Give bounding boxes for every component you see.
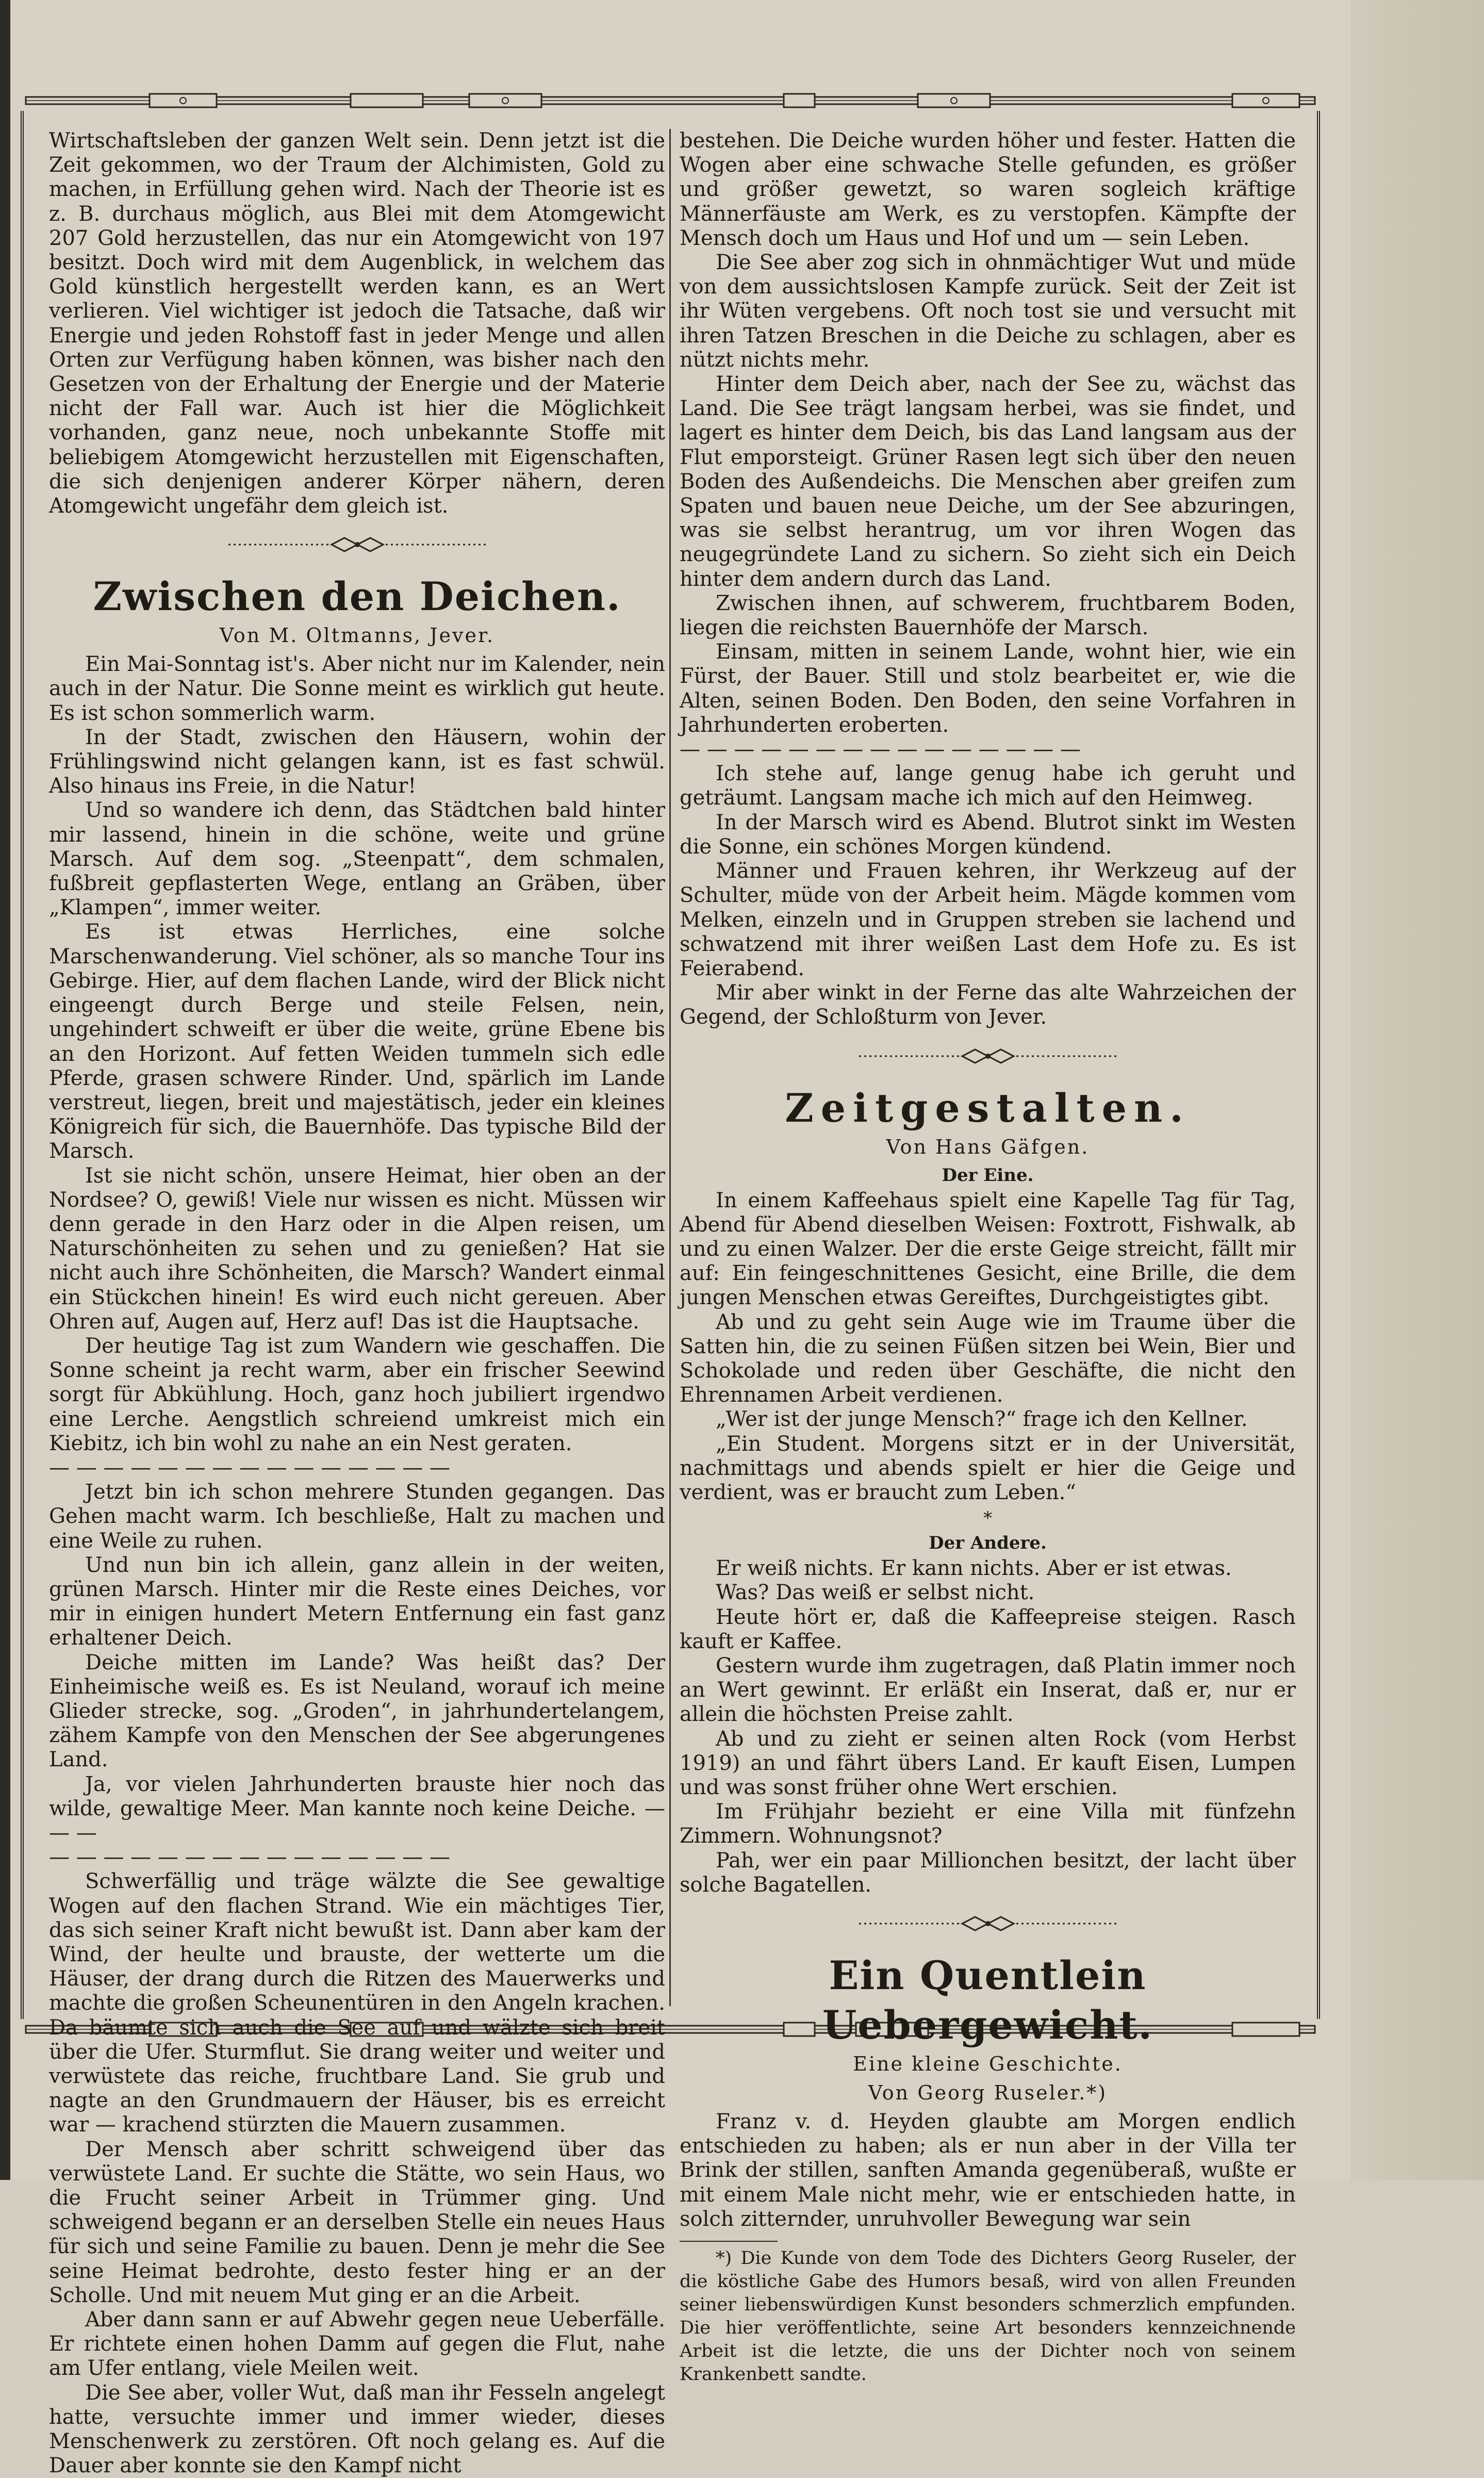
intro-paragraph: Wirtschaftsleben der ganzen Welt sein. Denn jetzt ist die Zeit gekommen, wo der Traum der Alchimisten, Gold zu machen, in Erfüllung gehen wird. Nach der Theorie ist es z. B. durchaus möglich, aus Blei mit dem Atomgewicht 207 Gold herzustellen, das nur ein Atomgewicht von 197 besitzt. Doch wird mit dem Augenblick, in welchem das Gold künstlich hergestellt werden kann, es an Wert verlieren. Viel wichtiger ist jedoch die Tatsache, daß wir Energie und jeden Rohstoff fast in jeder Menge und allen Orten zur Verfügung haben können, was bisher nach den Gesetzen von der Erhaltung der Energie und der Materie nicht der Fall war. Auch ist hier die Möglichkeit vorhanden, ganz neue, noch unbekannte Stoffe mit beliebigem Atomgewicht herzustellen mit Eigenschaften, die sich denjenigen anderer Körper nähern, deren Atomgewicht ungefähr dem gleich ist. <box>49 129 665 518</box>
right-column <box>680 129 1296 2385</box>
article-paragraph: Männer und Frauen kehren, ihr Werkzeug auf der Schulter, müde von der Arbeit heim. Mägde kommen vom Melken, einzeln und in Gruppen streben sie lachend und schwatzend mit ihrer weißen Last dem Hofe zu. Es ist Feierabend. <box>680 859 1296 980</box>
article-paragraph: Aber dann sann er auf Abwehr gegen neue Ueberfälle. Er richtete einen hohen Damm auf gegen die Flut, nahe am Ufer entlang, viele Meilen weit. <box>49 2308 665 2381</box>
article-paragraph: Ja, vor vielen Jahrhunderten brauste hier noch das wilde, gewaltige Meer. Man kannte noch keine Deiche. — — — <box>49 1772 665 1845</box>
article-paragraph: Pah, wer ein paar Millionchen besitzt, der lacht über solche Bagatellen. <box>680 1848 1296 1897</box>
left-column <box>49 129 665 2478</box>
article-paragraph: Ein Mai-Sonntag ist's. Aber nicht nur im Kalender, nein auch in der Natur. Die Sonne meint es wirklich gut heute. Es ist schon sommerlich warm. <box>49 652 665 725</box>
section-subheading: Der Eine. <box>942 1164 1034 1186</box>
article-paragraph: Franz v. d. Heyden glaubte am Morgen endlich entschieden zu haben; als er nun aber in der Villa ter Brink der stillen, sanften Amanda gegenüberaß, wußte er mit einem Male nicht mehr, wie er entschieden hatte, in solch zitternder, unruhvoller Bewegung war sein <box>680 2110 1296 2231</box>
article-paragraph: Im Frühjahr bezieht er eine Villa mit fünfzehn Zimmern. Wohnungsnot? <box>680 1800 1296 1848</box>
article-paragraph: Zwischen ihnen, auf schwerem, fruchtbarem Boden, liegen die reichsten Bauernhöfe der Marsch. <box>680 591 1296 640</box>
article-byline: Von Hans Gäfgen. <box>886 1135 1090 1158</box>
footnote-text: *) Die Kunde von dem Tode des Dichters Georg Ruseler, der die köstliche Gabe des Humors besaß, wird von allen Freunden seiner liebenswürdigen Kunst besonders schmerzlich empfunden. Die hier veröffentlichte, seine Art besonders kennzeichnende Arbeit ist die letzte, die uns der Dichter noch von seinem Krankenbett sandte. <box>680 2248 1296 2385</box>
article-paragraph: Die See aber, voller Wut, daß man ihr Fesseln angelegt hatte, versuchte immer und immer wieder, dieses Menschenwerk zu zerstören. Oft noch gelang es. Auf die Dauer aber konnte sie den Kampf nicht <box>49 2381 665 2478</box>
article-paragraph: Und nun bin ich allein, ganz allein in der weiten, grünen Marsch. Hinter mir die Reste eines Deiches, vor mir in einigen hundert Metern Entfernung ein fast ganz erhaltener Deich. <box>49 1553 665 1650</box>
article-paragraph: Ab und zu zieht er seinen alten Rock (vom Herbst 1919) an und fährt übers Land. Er kauft Eisen, Lumpen und was sonst früher ohne Wert erschien. <box>680 1727 1296 1799</box>
footnote-rule <box>680 2241 778 2242</box>
article-paragraph: Es ist etwas Herrliches, eine solche Marschenwanderung. Viel schöner, als so manche Tour ins Gebirge. Hier, auf dem flachen Lande, wird der Blick nicht eingeengt durch Berge und steile Felsen, nein, ungehindert schweift er über die weite, grüne Ebene bis an den Horizont. Auf fetten Weiden tummeln sich edle Pferde, grasen schwere Rinder. Und, spärlich im Lande verstreut, liegen, breit und majestätisch, jeder ein kleines Königreich für sich, die Bauernhöfe. Das typische Bild der Marsch. <box>49 920 665 1163</box>
article-paragraph: Der heutige Tag ist zum Wandern wie geschaffen. Die Sonne scheint ja recht warm, aber ein frischer Seewind sorgt für Abkühlung. Hoch, ganz hoch jubiliert irgendwo eine Lerche. Aengstlich schreiend umkreist mich ein Kiebitz, ich bin wohl zu nahe an ein Nest geraten. <box>49 1334 665 1455</box>
column-divider <box>669 129 671 2006</box>
article-byline: Von Georg Ruseler.*) <box>868 2081 1108 2104</box>
article-paragraph: Die See aber zog sich in ohnmächtiger Wut und müde von dem aussichtslosen Kampfe zurück. Seit der Zeit ist ihr Wüten vergebens. Oft noch tost sie und versucht mit ihren Tatzen Breschen in die Deiche zu schlagen, aber es nützt nichts mehr. <box>680 251 1296 372</box>
article-paragraph: In der Marsch wird es Abend. Blutrot sinkt im Westen die Sonne, ein schönes Morgen kündend. <box>680 810 1296 859</box>
binding-gutter <box>0 0 10 2180</box>
article-paragraph: Heute hört er, daß die Kaffeepreise steigen. Rasch kauft er Kaffee. <box>680 1605 1296 1653</box>
dash-separator: — — — — — — — — — — — — — — — <box>49 1845 451 1869</box>
dash-separator: — — — — — — — — — — — — — — — <box>49 1455 451 1480</box>
section-subheading: Der Andere. <box>929 1533 1047 1554</box>
article-paragraph: Was? Das weiß er selbst nicht. <box>716 1581 1035 1605</box>
section-ornament <box>680 1043 1296 1069</box>
article-paragraph: Hinter dem Deich aber, nach der See zu, wächst das Land. Die See trägt langsam herbei, was sie findet, und lagert es hinter dem Deich, bis das Land langsam aus der Flut emporsteigt. Grüner Rasen legt sich über den neuen Boden des Außendeichs. Die Menschen aber greifen zum Spaten und bauen neue Deiche, um der See abzuringen, was sie selbst herantrug, um vor ihren Wogen das neugegründete Land zu sichern. So zieht sich ein Deich hinter dem andern durch das Land. <box>680 372 1296 591</box>
article-paragraph: Mir aber winkt in der Ferne das alte Wahrzeichen der Gegend, der Schloßturm von Jever. <box>680 981 1296 1029</box>
article-paragraph: In einem Kaffeehaus spielt eine Kapelle Tag für Tag, Abend für Abend dieselben Weisen: Foxtrott, Fishwalk, ab und zu einen Walzer. Der die erste Geige streicht, fällt mir auf: Ein feingeschnittenes Gesicht, eine Brille, die dem jungen Menschen etwas Gereiftes, Durchgeistigtes gibt. <box>680 1188 1296 1310</box>
article-paragraph: Der Mensch aber schritt schweigend über das verwüstete Land. Er suchte die Stätte, wo sein Haus, wo die Frucht seiner Arbeit in Trümmer ging. Und schweigend begann er an derselben Stelle ein neues Haus für sich und seine Familie zu bauen. Denn je mehr die See seine Heimat bedrohte, desto fester hing er an der Scholle. Und mit neuem Mut ging er an die Arbeit. <box>49 2137 665 2307</box>
section-ornament <box>49 532 665 557</box>
article-paragraph: Und so wandere ich denn, das Städtchen bald hinter mir lassend, hinein in die schöne, weite und grüne Marsch. Auf dem sog. „Steenpatt“, dem schmalen, fußbreit gepflasterten Wege, entlang an Gräben, über „Klampen“, immer weiter. <box>49 798 665 920</box>
article-paragraph: „Ein Student. Morgens sitzt er in der Universität, nachmittags und abends spielt er hier die Geige und verdient, was er braucht zum Leben.“ <box>680 1432 1296 1504</box>
dash-separator: — — — — — — — — — — — — — — — <box>680 737 1081 762</box>
footnote <box>680 2247 1296 2386</box>
section-star: * <box>983 1508 992 1529</box>
article-paragraph: Einsam, mitten in seinem Lande, wohnt hier, wie ein Fürst, der Bauer. Still und stolz bearbeitet er, wie die Alten, seinen Boden. Den Boden, den seine Vorfahren in Jahrhunderten eroberten. <box>680 640 1296 737</box>
page-margin-right <box>1351 0 1484 2180</box>
article-paragraph: „Wer ist der junge Mensch?“ frage ich den Kellner. <box>716 1407 1248 1432</box>
section-ornament <box>680 1911 1296 1937</box>
article-paragraph: Jetzt bin ich schon mehrere Stunden gegangen. Das Gehen macht warm. Ich beschließe, Halt zu machen und eine Weile zu ruhen. <box>49 1480 665 1553</box>
article-paragraph: Ab und zu geht sein Auge wie im Traume über die Satten hin, die zu seinen Füßen sitzen bei Wein, Bier und Schokolade und reden über Geschäfte, die nicht den Ehrennamen Arbeit verdienen. <box>680 1310 1296 1407</box>
article-paragraph: Deiche mitten im Lande? Was heißt das? Der Einheimische weiß es. Es ist Neuland, worauf ich meine Glieder strecke, sog. „Groden“, in jahrhundertelangem, zähem Kampfe von den Menschen der See abgerungenes Land. <box>49 1650 665 1772</box>
article-paragraph: In der Stadt, zwischen den Häusern, wohin der Frühlingswind nicht gelangen kann, ist es fast schwül. Also hinaus ins Freie, in die Natur! <box>49 725 665 798</box>
article-byline: Von M. Oltmanns, Jever. <box>219 624 495 647</box>
article-subtitle: Eine kleine Geschichte. <box>853 2053 1123 2075</box>
article-paragraph: Er weiß nichts. Er kann nichts. Aber er ist etwas. <box>716 1556 1232 1581</box>
article-title-ein-quentlein-uebergewicht: Ein Quentlein Uebergewicht. <box>822 1952 1153 2048</box>
article-paragraph: Schwerfällig und träge wälzte die See gewaltige Wogen auf den flachen Strand. Wie ein mächtiges Tier, das sich seiner Kraft nicht bewußt ist. Dann aber kam der Wind, der heulte und brauste, der wetterte um die Häuser, der drang durch die Ritzen des Mauerwerks und machte die großen Scheunentüren in den Angeln krachen. Da bäumte sich auch die See auf und wälzte sich breit über die Ufer. Sturmflut. Sie drang weiter und weiter und verwüstete das reiche, fruchtbare Land. Sie grub und nagte an den Grundmauern der Häuser, bis es erreicht war — krachend stürzten die Mauern zusammen. <box>49 1869 665 2137</box>
article-paragraph: Ist sie nicht schön, unsere Heimat, hier oben an der Nordsee? O, gewiß! Viele nur wissen es nicht. Müssen wir denn gerade in den Harz oder in die Alpen reisen, um Naturschönheiten zu sehen und zu genießen? Hat sie nicht auch ihre Schönheiten, die Marsch? Wandert einmal ein Stückchen hinein! Es wird euch nicht gereuen. Aber Ohren auf, Augen auf, Herz auf! Das ist die Hauptsache. <box>49 1163 665 1334</box>
article-title-zeitgestalten: Zeitgestalten. <box>785 1085 1191 1131</box>
article-paragraph: Ich stehe auf, lange genug habe ich geruht und geträumt. Langsam mache ich mich auf den Heimweg. <box>680 762 1296 810</box>
article-title-zwischen-den-deichen: Zwischen den Deichen. <box>93 573 621 620</box>
article-paragraph: Gestern wurde ihm zugetragen, daß Platin immer noch an Wert gewinnt. Er erläßt ein Inserat, daß er, nur er allein die höchsten Preise zahlt. <box>680 1653 1296 1727</box>
article-paragraph: bestehen. Die Deiche wurden höher und fester. Hatten die Wogen aber eine schwache Stelle gefunden, es größer und größer gewetzt, so waren sogleich kräftige Männerfäuste am Werk, es zu verstopfen. Kämpfte der Mensch doch um Haus und Hof und um — sein Leben. <box>680 129 1296 250</box>
